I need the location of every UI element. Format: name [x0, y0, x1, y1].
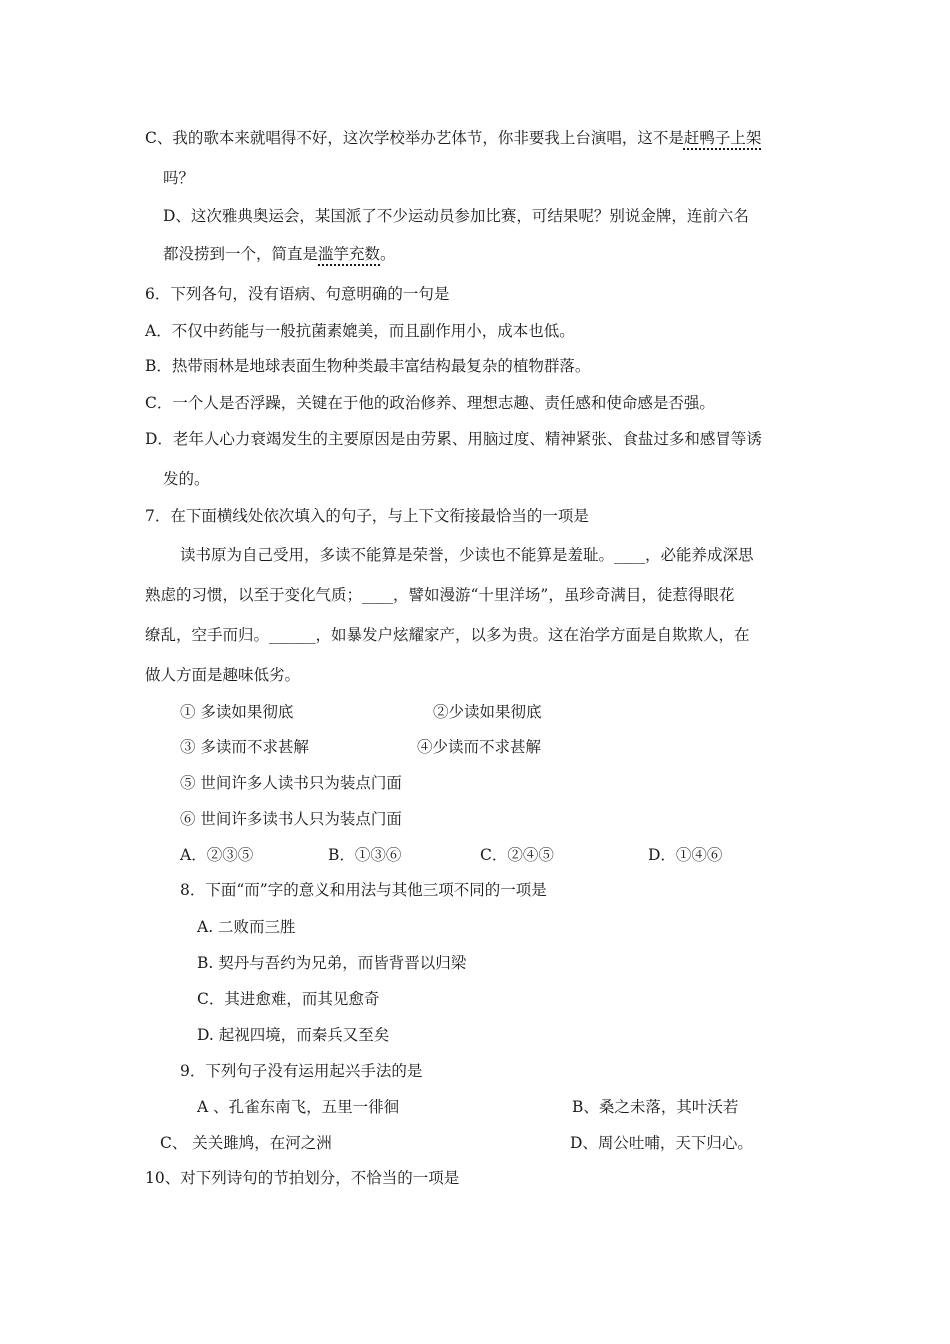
- q6-option-c: C．一个人是否浮躁，关键在于他的政治修养、理想志趣、责任感和使命感是否强。: [145, 394, 715, 412]
- q7-stem: 7．在下面横线处依次填入的句子，与上下文衔接最恰当的一项是: [145, 507, 589, 525]
- q7-choice-1: ① 多读如果彻底: [180, 703, 294, 721]
- q9-stem: 9．下列句子没有运用起兴手法的是: [180, 1062, 423, 1080]
- q7-passage-line-1: 读书原为自己受用，多读不能算是荣誉，少读也不能算是羞耻。____，必能养成深思: [180, 546, 754, 564]
- q6-option-b: B．热带雨林是地球表面生物种类最丰富结构最复杂的植物群落。: [145, 357, 591, 375]
- q7-answer-d: D．①④⑥: [648, 846, 723, 864]
- q5-option-c-cont: 吗？: [163, 169, 195, 187]
- q7-choice-3: ③ 多读而不求甚解: [180, 738, 309, 756]
- q7-choice-4: ④少读而不求甚解: [417, 738, 542, 756]
- q8-option-b: B. 契丹与吾约为兄弟，而皆背晋以归梁: [197, 954, 467, 972]
- q8-option-d: D. 起视四境，而秦兵又至矣: [197, 1026, 390, 1044]
- q8-option-c: C．其进愈难，而其见愈奇: [197, 990, 380, 1008]
- q9-option-d: D、周公吐哺，天下归心。: [570, 1134, 753, 1152]
- q5-option-d-end: 。: [380, 245, 396, 263]
- q7-answer-c: C．②④⑤: [480, 846, 554, 864]
- q9-option-a: A 、孔雀东南飞，五里一徘徊: [197, 1098, 400, 1116]
- q5-option-d-idiom: 滥竽充数: [318, 245, 381, 263]
- q5-option-d: D、这次雅典奥运会，某国派了不少运动员参加比赛，可结果呢？别说金牌，连前六名: [163, 207, 749, 225]
- q6-stem: 6．下列各句，没有语病、句意明确的一句是: [145, 285, 450, 303]
- q5-option-d-cont: [163, 244, 396, 264]
- q7-choice-5: ⑤ 世间许多人读书只为装点门面: [180, 774, 402, 792]
- q6-option-d-cont: 发的。: [163, 470, 210, 488]
- q9-option-b: B、桑之未落，其叶沃若: [572, 1098, 739, 1116]
- q8-option-a: A. 二败而三胜: [197, 918, 296, 936]
- q5-option-c-text: C、我的歌本来就唱得不好，这次学校举办艺体节，你非要我上台演唱，这不是: [145, 129, 684, 147]
- q7-answer-b: B．①③⑥: [328, 846, 402, 864]
- q7-choice-2: ②少读如果彻底: [433, 703, 542, 721]
- q7-answer-a: A．②③⑤: [180, 846, 254, 864]
- q9-option-c: C、 关关雎鸠，在河之洲: [160, 1134, 332, 1152]
- q5-option-d-text: 都没捞到一个，简直是: [163, 245, 319, 263]
- q7-passage-line-3: 缭乱，空手而归。______，如暴发户炫耀家产，以多为贵。这在治学方面是自欺欺人，在: [145, 626, 750, 644]
- q6-option-d: D．老年人心力衰竭发生的主要原因是由劳累、用脑过度、精神紧张、食盐过多和感冒等诱: [145, 430, 762, 448]
- q5-option-c-idiom: 赶鸭子上架: [683, 129, 762, 147]
- q10-stem: 10、对下列诗句的节拍划分，不恰当的一项是: [145, 1169, 460, 1187]
- q7-passage-line-2: 熟虑的习惯，以至于变化气质；____，譬如漫游“十里洋场”，虽珍奇满目，徒惹得眼花: [145, 586, 735, 604]
- q6-option-a: A．不仅中药能与一般抗菌素媲美，而且副作用小，成本也低。: [145, 322, 575, 340]
- q7-passage-line-4: 做人方面是趣味低劣。: [145, 666, 301, 684]
- q8-stem: 8．下面“而”字的意义和用法与其他三项不同的一项是: [180, 881, 547, 899]
- q5-option-c: [145, 128, 761, 148]
- q7-choice-6: ⑥ 世间许多读书人只为装点门面: [180, 810, 402, 828]
